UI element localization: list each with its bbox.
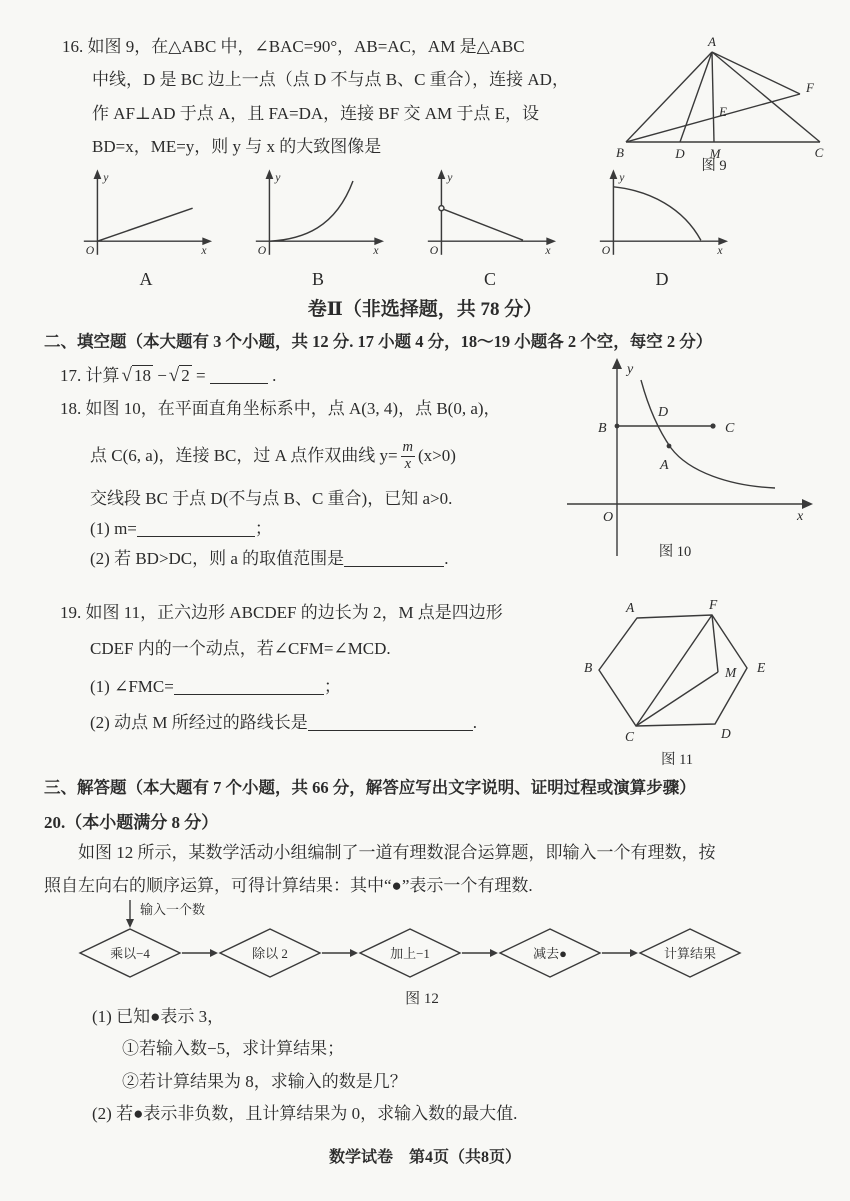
q19-item1-blank — [174, 679, 324, 695]
q17-text: 17. 计算 — [60, 366, 120, 385]
figure-12 — [72, 898, 772, 1008]
fig10-label-y: y — [627, 362, 634, 377]
q18-item2-blank — [344, 551, 444, 567]
radical-icon: √ — [168, 365, 180, 386]
graph-C — [422, 168, 558, 260]
option-D-label: D — [655, 269, 669, 289]
fig9-caption: 图 9 — [701, 158, 727, 172]
figure-9 — [612, 30, 848, 177]
option-C — [422, 168, 558, 290]
fig11-label-E: E — [757, 660, 766, 675]
fig10-label-C: C — [725, 421, 735, 436]
origin-label: O — [257, 243, 267, 257]
q20-item-1: (1) 已知●表示 3， — [92, 1007, 225, 1026]
frac-numerator: m — [402, 438, 414, 455]
fig11-label-F: F — [709, 598, 718, 612]
fig11-label-A: A — [626, 600, 635, 615]
q18-item2-text: (2) 若 BD>DC，则 a 的取值范围是 — [90, 549, 345, 568]
figure-11 — [582, 598, 800, 775]
fig9-label-F: F — [806, 80, 814, 95]
graph-B — [250, 168, 386, 260]
q19-line-1: 19. 如图 11，正六边形 ABCDEF 的边长为 2，M 点是四边形 — [60, 603, 503, 622]
fig10-caption: 图 10 — [658, 544, 692, 560]
q20-paragraph — [44, 842, 819, 897]
fig12-caption: 图 12 — [405, 991, 439, 1007]
axis-y-label: y — [103, 170, 109, 184]
fig11-caption: 图 11 — [660, 752, 694, 768]
axis-x-label: x — [201, 243, 207, 257]
q16-line-1: 16. 如图 9，在△ABC 中，∠BAC=90°，AB=AC，AM 是△ABC — [62, 37, 525, 56]
q18-item-2 — [60, 548, 448, 569]
q17-answer-blank — [210, 368, 268, 384]
fig9-label-A: A — [708, 34, 716, 49]
part2-header: 卷Ⅱ（非选择题，共 78 分） — [307, 299, 543, 320]
q17-period: . — [272, 366, 277, 385]
fig11-label-M: M — [725, 665, 737, 680]
fig9-label-C: C — [814, 145, 824, 160]
fig9-label-D: D — [675, 146, 685, 161]
option-A-label: A — [139, 269, 153, 289]
option-B-label: B — [311, 269, 324, 289]
axis-x-label: x — [717, 243, 723, 257]
flow-step-3: 加上−1 — [390, 946, 430, 961]
section3-header: 三、解答题（本大题有 7 个小题，共 66 分，解答应写出文字说明、证明过程或演算步骤） — [44, 778, 696, 797]
origin-label: O — [429, 243, 439, 257]
flowchart — [72, 898, 772, 984]
q16-line-4: BD=x，ME=y，则 y 与 x 的大致图像是 — [92, 136, 382, 156]
q18-item1-text: (1) m= — [90, 519, 137, 538]
q18-line-1: 18. 如图 10，在平面直角坐标系中，点 A(3, 4)，点 B(0, a)， — [60, 399, 501, 418]
q17-minus: − — [157, 366, 167, 385]
question-17 — [60, 364, 276, 388]
q19-item1-text: (1) ∠FMC= — [90, 677, 174, 696]
fig10-label-O: O — [603, 510, 614, 525]
axis-y-label: y — [447, 170, 453, 184]
q17-equals: = — [195, 366, 206, 385]
triangle-diagram — [612, 30, 848, 172]
figure-10 — [565, 356, 823, 567]
graph-D — [594, 168, 730, 260]
q16-options — [78, 168, 730, 290]
fig9-label-M: M — [709, 146, 721, 161]
question-19-block — [60, 598, 828, 778]
q19-line-2: CDEF 内的一个动点，若∠CFM=∠MCD. — [90, 639, 391, 658]
q19-item2-text: (2) 动点 M 所经过的路线长是 — [90, 713, 308, 732]
fig9-label-B: B — [616, 145, 624, 160]
section2-header: 二、填空题（本大题有 3 个小题，共 12 分. 17 小题 4 分，18～19 小题各 2 个空，每空 2 分） — [44, 332, 713, 351]
q20-para-line-1: 如图 12 所示，某数学活动小组编制了一道有理数混合运算题，即输入一个有理数，按 — [78, 843, 716, 862]
option-D — [594, 168, 730, 290]
origin-label: O — [601, 243, 611, 257]
q19-item1-sep: ； — [323, 677, 341, 696]
q19-item2-blank — [308, 715, 473, 731]
q20-title: 20.（本小题满分 8 分） — [44, 813, 219, 832]
page-footer: 数学试卷 第4页（共8页） — [328, 1149, 521, 1166]
flow-step-5: 计算结果 — [663, 946, 717, 961]
axis-y-label: y — [619, 170, 625, 184]
q17-radicand-1: 18 — [133, 366, 151, 385]
question-17-18-block — [60, 364, 828, 580]
fig10-label-x: x — [797, 509, 804, 524]
option-B — [250, 168, 386, 290]
hexagon-diagram — [582, 598, 800, 770]
fig9-label-E: E — [719, 104, 727, 119]
q18-line2-pre: 点 C(6, a)，连接 BC，过 A 点作双曲线 y= — [90, 446, 398, 466]
origin-label: O — [85, 243, 95, 257]
graph-A — [78, 168, 214, 260]
flow-step-4: 减去● — [533, 946, 567, 961]
q18-item-1 — [60, 518, 272, 539]
axis-y-label: y — [275, 170, 281, 184]
option-A — [78, 168, 214, 290]
q19-item-2 — [60, 712, 477, 733]
q16-line-2: 中线，D 是 BC 边上一点（点 D 不与点 B、C 重合），连接 AD， — [92, 70, 569, 90]
q19-item2-period: . — [472, 713, 477, 732]
q20-item-1-sub2: ②若计算结果为 8，求输入的数是几？ — [122, 1071, 407, 1091]
radical-icon: √ — [121, 365, 132, 386]
q18-line-2 — [60, 432, 456, 480]
hyperbola-diagram — [565, 356, 823, 562]
q18-item1-sep: ； — [254, 519, 272, 538]
q20-item-1-sub1: ①若输入数−5，求计算结果； — [122, 1039, 345, 1059]
q17-radicand-2: 2 — [181, 366, 190, 385]
frac-denominator: x — [401, 456, 415, 473]
q20-items — [92, 1006, 517, 1124]
q18-item2-period: . — [444, 549, 449, 568]
q20-item-2: (2) 若●表示非负数，且计算结果为 0，求输入数的最大值. — [92, 1103, 518, 1123]
q18-item1-blank — [137, 521, 255, 537]
fig10-label-A: A — [660, 458, 669, 473]
fig11-label-B: B — [584, 660, 593, 675]
fig11-label-D: D — [721, 726, 731, 741]
q18-line2-post: (x>0) — [418, 446, 456, 466]
q18-line-3: 交线段 BC 于点 D(不与点 B、C 重合)，已知 a>0. — [90, 489, 453, 508]
fig11-label-C: C — [625, 729, 635, 744]
flow-step-1: 乘以−4 — [110, 946, 150, 961]
flow-input-label: 输入一个数 — [140, 902, 206, 917]
q19-item-1 — [60, 676, 341, 697]
fraction-m-over-x — [401, 440, 415, 472]
flow-step-2: 除以 2 — [252, 946, 288, 961]
option-C-label: C — [483, 269, 496, 289]
q20-para-line-2: 照自左向右的顺序运算，可得计算结果：其中“●”表示一个有理数. — [44, 876, 533, 896]
axis-x-label: x — [545, 243, 551, 257]
axis-x-label: x — [373, 243, 379, 257]
q16-line-3: 作 AF⊥AD 于点 A，且 FA=DA，连接 BF 交 AM 于点 E，设 — [92, 103, 539, 123]
fig10-label-D: D — [658, 405, 669, 420]
fig10-label-B: B — [598, 421, 607, 436]
question-16 — [62, 36, 637, 157]
